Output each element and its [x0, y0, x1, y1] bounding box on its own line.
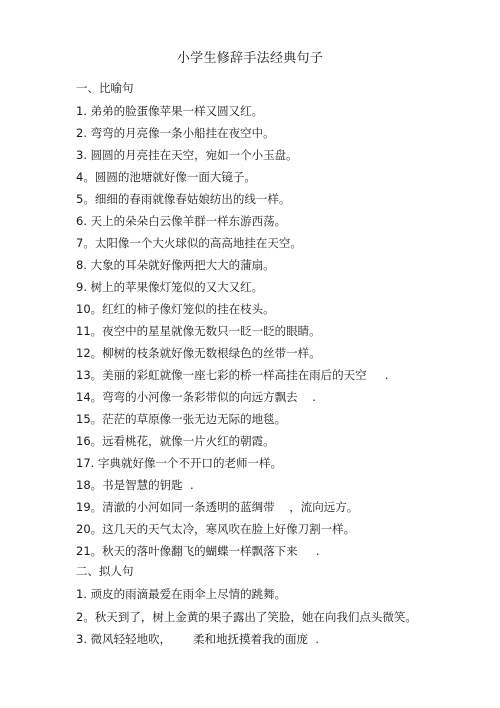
metaphor-sentence: 16。远看桃花，就像一片火红的朝霞。	[76, 434, 275, 448]
metaphor-sentence: 8. 大象的耳朵就好像两把大大的蒲扇。	[76, 258, 275, 272]
metaphor-sentence: 1. 弟弟的脸蛋像苹果一样又圆又红。	[76, 104, 264, 118]
metaphor-sentence: 6. 天上的朵朵白云像羊群一样东游西荡。	[76, 214, 287, 228]
metaphor-sentence: 15。茫茫的草原像一张无边无际的地毯。	[76, 412, 287, 426]
personification-sentence: 1. 顽皮的雨滴最爱在雨伞上尽情的跳舞。	[76, 587, 287, 601]
metaphor-sentence: 12。柳树的枝条就好像无数根绿色的丝带一样。	[76, 346, 321, 360]
metaphor-sentence: 5。细细的春雨就像春姑娘纺出的线一样。	[76, 192, 291, 206]
metaphor-sentence: 17. 字典就好像一个不开口的老师一样。	[76, 456, 282, 470]
metaphor-sentence: 4。圆圆的池塘就好像一面大镜子。	[76, 170, 256, 184]
metaphor-sentence: 3. 圆圆的月亮挂在天空，宛如一个小玉盘。	[76, 148, 298, 162]
metaphor-sentence: 11。夜空中的星星就像无数只一眨一眨的眼睛。	[76, 324, 321, 338]
metaphor-sentence: 20。这几天的天气太冷，寒风吹在脸上好像刀割一样。	[76, 522, 356, 536]
personification-sentence: 3. 微风轻轻地吹， 柔和地抚摸着我的面庞 .	[76, 632, 320, 646]
metaphor-sentence: 18。书是智慧的钥匙 .	[76, 478, 194, 492]
metaphor-sentence: 2. 弯弯的月亮像一条小船挂在夜空中。	[76, 126, 275, 140]
section-heading-metaphor: 一、比喻句	[76, 81, 134, 95]
metaphor-sentence: 9. 树上的苹果像灯笼似的又大又红。	[76, 280, 264, 294]
metaphor-sentence: 19。清澈的小河如同一条透明的蓝绸带 ，流向远方。	[76, 500, 359, 514]
metaphor-sentence: 21。秋天的落叶像翻飞的蝴蝶一样飘落下来 .	[76, 544, 320, 558]
metaphor-sentence: 10。红红的柿子像灯笼似的挂在枝头。	[76, 302, 275, 316]
section-heading-personification: 二、拟人句	[76, 564, 134, 578]
metaphor-sentence: 14。弯弯的小河像一条彩带似的向远方飘去 .	[76, 390, 316, 404]
page-title: 小学生修辞手法经典句子	[176, 51, 324, 66]
metaphor-sentence: 13。美丽的彩虹就像一座七彩的桥一样高挂在雨后的天空 .	[76, 368, 389, 382]
personification-sentence: 2。秋天到了，树上金黄的果子露出了笑脸，她在向我们点头微笑。	[76, 609, 417, 624]
metaphor-sentence: 7。太阳像一个大火球似的高高地挂在天空。	[76, 236, 302, 250]
